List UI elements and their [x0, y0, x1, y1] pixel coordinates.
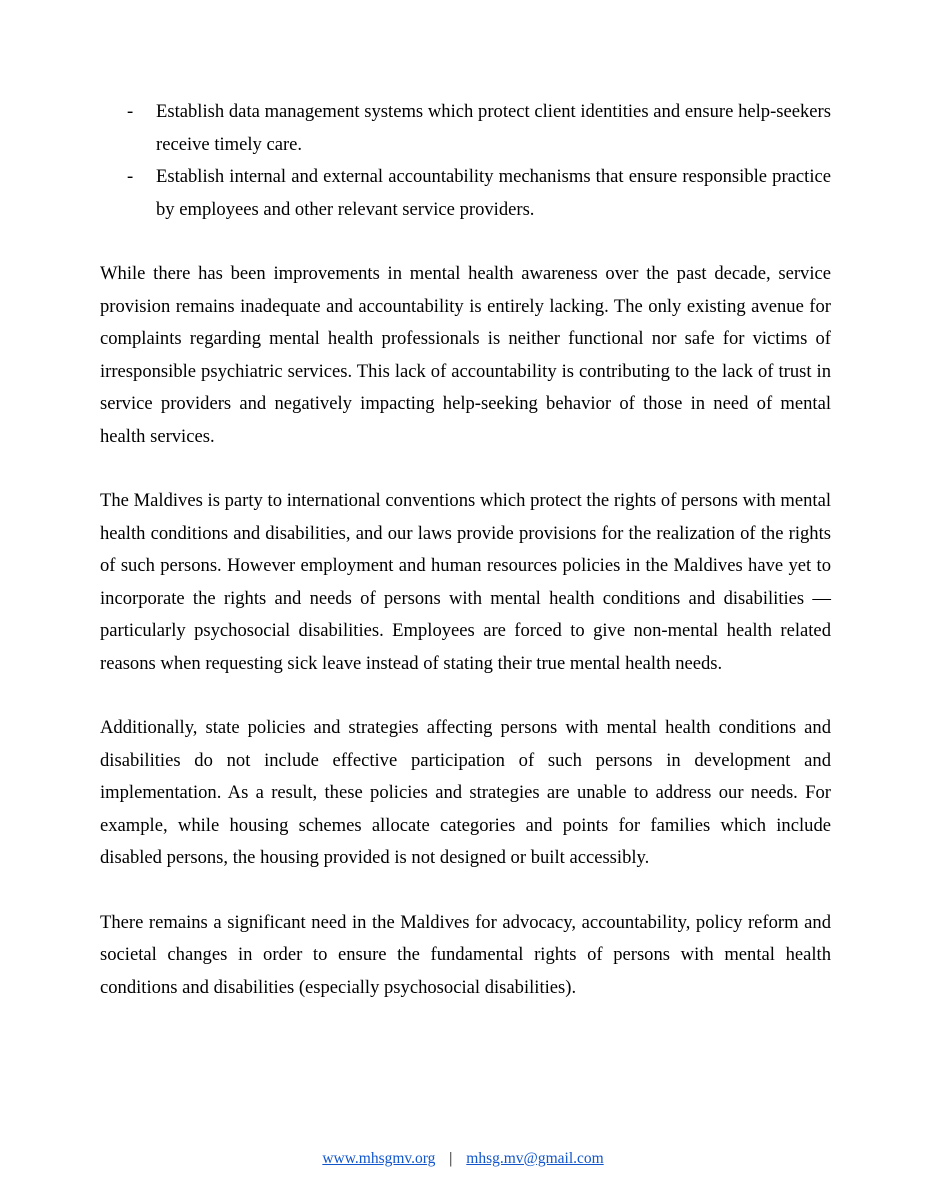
footer-separator: |	[449, 1150, 453, 1167]
bullet-item	[100, 161, 831, 226]
bullet-list	[100, 96, 831, 226]
paragraph-state-policies: Additionally, state policies and strategies affecting persons with mental health conditions and disabilities do not include effective participation of such persons in development and implementation. As a result, these policies and strategies are unable to address our needs. For example, while housing schemes allocate categories and points for families which include disabled persons, the housing provided is not designed or built accessibly.	[100, 717, 831, 868]
paragraph-significant-need: There remains a significant need in the Maldives for advocacy, accountability, policy reform and societal changes in order to ensure the fundamental rights of persons with mental health conditions and disabilities (especially psychosocial disabilities).	[100, 911, 831, 998]
bullet-text: Establish internal and external accountability mechanisms that ensure responsible practice by employees and other relevant service providers.	[156, 166, 831, 220]
bullet-item	[100, 96, 831, 161]
document-page	[100, 96, 831, 1004]
bullet-marker: -	[127, 101, 134, 122]
website-link[interactable]: www.mhsgmv.org	[322, 1150, 436, 1167]
email-link[interactable]: mhsg.mv@gmail.com	[466, 1150, 604, 1167]
bullet-marker: -	[127, 166, 134, 187]
page-footer	[0, 1150, 926, 1168]
paragraph-service-provision: While there has been improvements in mental health awareness over the past decade, service provision remains inadequate and accountability is entirely lacking. The only existing avenue for complaints regarding mental health professionals is neither functional nor safe for victims of irresponsible psychiatric services. This lack of accountability is contributing to the lack of trust in service providers and negatively impacting help-seeking behavior of those in need of mental health services.	[100, 263, 831, 447]
paragraph-international-conventions: The Maldives is party to international conventions which protect the rights of persons with mental health conditions and disabilities, and our laws provide provisions for the realization of the rights of such persons. However employment and human resources policies in the Maldives have yet to incorporate the rights and needs of persons with mental health conditions and disabilities — particularly psychosocial disabilities. Employees are forced to give non-mental health related reasons when requesting sick leave instead of stating their true mental health needs.	[100, 490, 831, 674]
bullet-text: Establish data management systems which protect client identities and ensure help-seekers receive timely care.	[156, 101, 831, 155]
